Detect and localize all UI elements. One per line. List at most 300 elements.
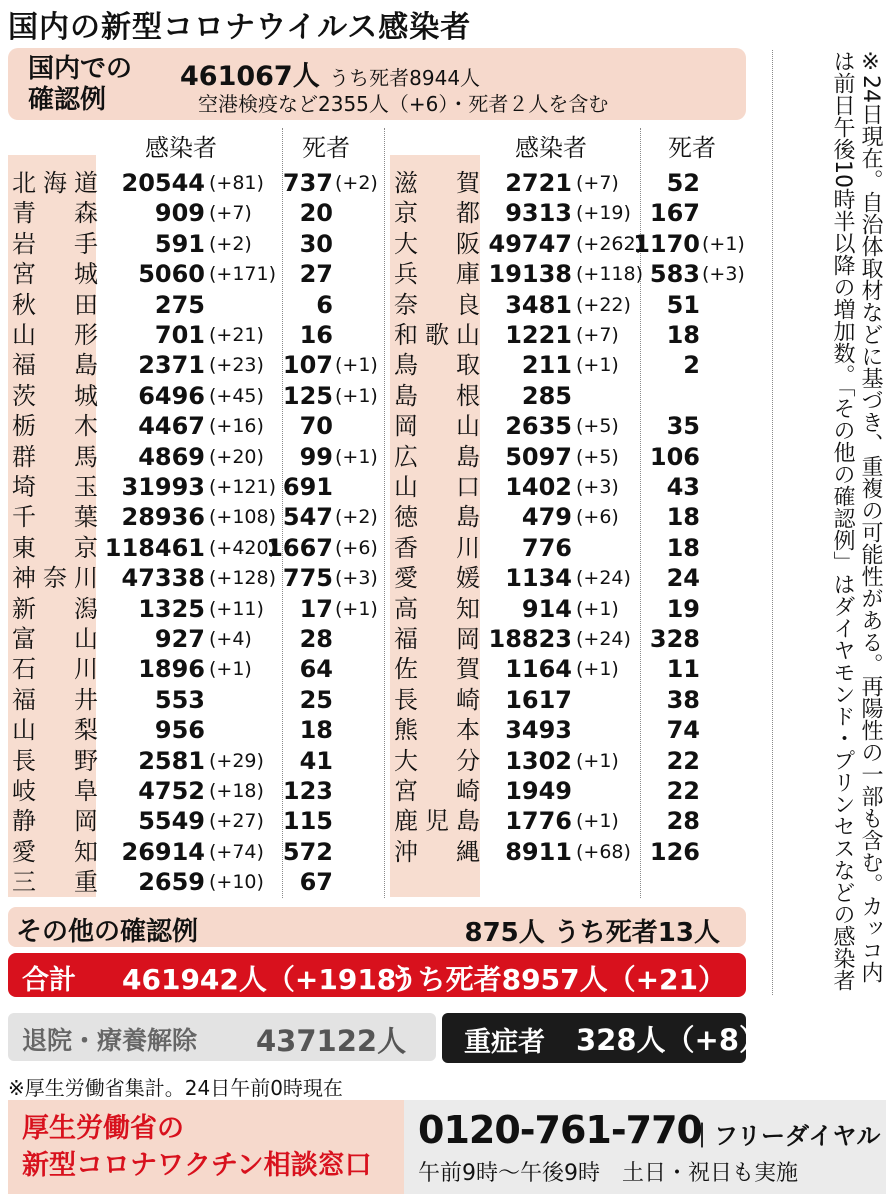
infected-change: (+29) bbox=[209, 749, 264, 772]
deaths-count: 24 bbox=[666, 564, 700, 593]
prefecture-char: 長 bbox=[12, 746, 36, 775]
infected-count: 275 bbox=[154, 290, 205, 319]
prefecture-char: 川 bbox=[456, 533, 480, 562]
table-row bbox=[12, 502, 382, 532]
infected-change: (+118) bbox=[576, 263, 644, 286]
vaccine-label: 厚生労働省の 新型コロナワクチン相談窓口 bbox=[22, 1113, 372, 1181]
prefecture-char: 井 bbox=[74, 685, 98, 714]
confirmed-note: 空港検疫など2355人（+6）・死者２人を含む bbox=[198, 92, 609, 116]
infected-change: (+1) bbox=[576, 354, 619, 377]
other-label: その他の確認例 bbox=[16, 917, 199, 947]
total-label: 合計 bbox=[22, 965, 76, 996]
table-row bbox=[12, 685, 382, 715]
infected-change: (+81) bbox=[209, 172, 264, 194]
deaths-change: (+6) bbox=[335, 536, 378, 559]
prefecture-name bbox=[12, 472, 98, 502]
prefecture-char: 群 bbox=[12, 442, 36, 471]
table-row bbox=[394, 654, 764, 684]
infected-count: 2371 bbox=[138, 351, 205, 380]
prefecture-char: 奈 bbox=[394, 290, 418, 319]
infected-count: 19138 bbox=[488, 260, 572, 289]
infected-count: 1221 bbox=[505, 321, 572, 349]
table-row bbox=[394, 837, 764, 867]
table-row bbox=[12, 442, 382, 472]
infected-count: 776 bbox=[521, 533, 572, 562]
deaths-count: 125 bbox=[282, 381, 333, 410]
infected-count: 909 bbox=[154, 199, 205, 228]
infected-count: 1617 bbox=[505, 685, 572, 714]
table-row bbox=[394, 624, 764, 654]
prefecture-char: 石 bbox=[12, 655, 36, 684]
table-row bbox=[394, 563, 764, 593]
prefecture-name bbox=[12, 229, 98, 259]
prefecture-char: 長 bbox=[394, 685, 418, 714]
header-infected-left: 感染者 bbox=[145, 134, 217, 162]
prefecture-char: 馬 bbox=[74, 442, 98, 471]
deaths-change: (+2) bbox=[335, 172, 378, 194]
prefecture-char: 鳥 bbox=[394, 351, 418, 380]
prefecture-char: 口 bbox=[456, 473, 480, 501]
deaths-count: 41 bbox=[299, 746, 333, 775]
infected-count: 5549 bbox=[138, 807, 205, 836]
prefecture-char: 野 bbox=[74, 746, 98, 775]
prefecture-char: 梨 bbox=[74, 716, 98, 745]
prefecture-char: 児 bbox=[425, 807, 449, 836]
prefecture-char: 山 bbox=[456, 412, 480, 441]
prefecture-char: 福 bbox=[12, 351, 36, 380]
deaths-count: 30 bbox=[299, 229, 333, 258]
prefecture-name bbox=[12, 685, 98, 715]
deaths-count: 1170 bbox=[633, 229, 700, 258]
prefecture-char: 大 bbox=[394, 229, 418, 258]
infected-change: (+2) bbox=[209, 232, 252, 255]
deaths-count: 123 bbox=[282, 777, 333, 805]
prefecture-char: 秋 bbox=[12, 290, 36, 319]
infected-change: (+27) bbox=[209, 810, 264, 833]
infected-change: (+4) bbox=[209, 628, 252, 650]
deaths-count: 74 bbox=[666, 716, 700, 745]
prefecture-char: 兵 bbox=[394, 260, 418, 289]
prefecture-char: 川 bbox=[74, 655, 98, 684]
prefecture-char: 京 bbox=[74, 533, 98, 562]
infected-change: (+18) bbox=[209, 780, 264, 802]
prefecture-char: 田 bbox=[74, 290, 98, 319]
deaths-count: 572 bbox=[282, 837, 333, 866]
free-dial-label: ｜フリーダイヤル bbox=[690, 1122, 881, 1150]
total-value: 461942人（+1918） bbox=[122, 963, 425, 996]
prefecture-name bbox=[394, 715, 480, 745]
prefecture-name bbox=[394, 654, 480, 684]
infected-change: (+16) bbox=[209, 415, 264, 438]
infected-count: 3481 bbox=[505, 290, 572, 319]
table-row bbox=[394, 229, 764, 259]
deaths-count: 99 bbox=[299, 442, 333, 471]
table-row bbox=[394, 746, 764, 776]
infected-change: (+21) bbox=[209, 324, 264, 346]
deaths-count: 67 bbox=[299, 868, 333, 897]
infected-count: 4467 bbox=[138, 412, 205, 441]
prefecture-char: 愛 bbox=[394, 564, 418, 593]
table-row bbox=[12, 654, 382, 684]
deaths-count: 52 bbox=[666, 169, 700, 197]
infected-count: 2659 bbox=[138, 868, 205, 897]
vaccine-label-box bbox=[8, 1100, 404, 1194]
prefecture-char: 東 bbox=[12, 533, 36, 562]
table-row bbox=[394, 320, 764, 350]
infected-change: (+11) bbox=[209, 597, 264, 620]
prefecture-char: 山 bbox=[74, 625, 98, 653]
prefecture-char: 崎 bbox=[456, 685, 480, 714]
deaths-count: 18 bbox=[666, 533, 700, 562]
prefecture-char: 岡 bbox=[456, 625, 480, 653]
table-row bbox=[394, 685, 764, 715]
infected-change: (+10) bbox=[209, 871, 264, 894]
prefecture-char: 岩 bbox=[12, 229, 36, 258]
prefecture-char: 京 bbox=[394, 199, 418, 228]
deaths-count: 1667 bbox=[266, 533, 333, 562]
severe-value: 328人（+8） bbox=[576, 1023, 769, 1057]
prefecture-char: 崎 bbox=[456, 777, 480, 805]
infected-count: 8911 bbox=[505, 837, 572, 866]
infected-count: 5060 bbox=[138, 260, 205, 289]
prefecture-name bbox=[12, 502, 98, 532]
prefecture-name bbox=[394, 746, 480, 776]
deaths-count: 106 bbox=[649, 442, 700, 471]
discharged-value: 437122人 bbox=[256, 1024, 407, 1058]
prefecture-name bbox=[394, 533, 480, 563]
page-title: 国内の新型コロナウイルス感染者 bbox=[8, 10, 472, 45]
infected-count: 20544 bbox=[121, 169, 205, 197]
confirmed-label: 国内での 確認例 bbox=[28, 54, 133, 115]
deaths-count: 35 bbox=[666, 412, 700, 441]
deaths-count: 51 bbox=[666, 290, 700, 319]
table-row bbox=[12, 533, 382, 563]
phone-number: 0120-761-770 bbox=[418, 1108, 702, 1152]
prefecture-char: 静 bbox=[12, 807, 36, 836]
prefecture-name bbox=[394, 594, 480, 624]
infected-count: 1134 bbox=[505, 564, 572, 593]
prefecture-char: 徳 bbox=[394, 503, 418, 532]
table-row bbox=[394, 533, 764, 563]
prefecture-char: 潟 bbox=[74, 594, 98, 623]
table-row bbox=[394, 350, 764, 380]
table-row bbox=[12, 806, 382, 836]
deaths-count: 18 bbox=[299, 716, 333, 745]
prefecture-char: 福 bbox=[12, 685, 36, 714]
deaths-count: 328 bbox=[649, 625, 700, 653]
prefecture-name bbox=[12, 198, 98, 228]
prefecture-char: 川 bbox=[74, 564, 98, 593]
infected-change: (+5) bbox=[576, 415, 619, 438]
prefecture-char: 神 bbox=[12, 564, 36, 593]
infected-count: 118461 bbox=[104, 533, 205, 562]
total-deaths: うち死者8957人（+21） bbox=[389, 963, 726, 996]
prefecture-char: 歌 bbox=[425, 321, 449, 349]
prefecture-name bbox=[394, 381, 480, 411]
deaths-change: (+2) bbox=[335, 506, 378, 529]
other-confirmed bbox=[8, 907, 746, 947]
infected-count: 1776 bbox=[505, 807, 572, 836]
table-row bbox=[394, 198, 764, 228]
prefecture-name bbox=[394, 502, 480, 532]
header-deaths-left: 死者 bbox=[302, 134, 350, 162]
prefecture-char: 道 bbox=[74, 169, 98, 197]
prefecture-char: 知 bbox=[74, 837, 98, 866]
prefecture-name bbox=[394, 290, 480, 320]
infected-count: 1402 bbox=[505, 473, 572, 501]
deaths-change: (+1) bbox=[335, 354, 378, 377]
infected-count: 18823 bbox=[488, 625, 572, 653]
prefecture-name bbox=[394, 411, 480, 441]
prefecture-char: 香 bbox=[394, 533, 418, 562]
table-row bbox=[12, 290, 382, 320]
deaths-count: 167 bbox=[649, 199, 700, 228]
prefecture-char: 賀 bbox=[456, 655, 480, 684]
prefecture-name bbox=[12, 259, 98, 289]
infected-count: 591 bbox=[154, 229, 205, 258]
deaths-count: 18 bbox=[666, 321, 700, 349]
prefecture-char: 奈 bbox=[43, 564, 67, 593]
deaths-change: (+3) bbox=[702, 263, 745, 286]
infected-change: (+108) bbox=[209, 506, 277, 529]
prefecture-name bbox=[394, 837, 480, 867]
prefecture-name bbox=[12, 350, 98, 380]
prefecture-char: 青 bbox=[12, 199, 36, 228]
table-row bbox=[12, 594, 382, 624]
prefecture-char: 賀 bbox=[456, 169, 480, 197]
deaths-count: 43 bbox=[666, 473, 700, 501]
infected-count: 6496 bbox=[138, 381, 205, 410]
prefecture-char: 形 bbox=[74, 321, 98, 349]
prefecture-char: 玉 bbox=[74, 473, 98, 501]
prefecture-char: 愛 bbox=[12, 837, 36, 866]
infected-change: (+7) bbox=[576, 172, 619, 194]
total-bar bbox=[8, 953, 746, 997]
vaccine-phone-box bbox=[404, 1100, 886, 1194]
infected-count: 49747 bbox=[488, 229, 572, 258]
prefecture-char: 茨 bbox=[12, 381, 36, 410]
prefecture-name bbox=[12, 411, 98, 441]
prefecture-char: 埼 bbox=[12, 473, 36, 501]
deaths-count: 583 bbox=[649, 260, 700, 289]
prefecture-name bbox=[394, 259, 480, 289]
prefecture-char: 千 bbox=[12, 503, 36, 532]
deaths-count: 25 bbox=[299, 685, 333, 714]
infected-change: (+24) bbox=[576, 628, 631, 650]
deaths-change: (+1) bbox=[335, 384, 378, 407]
table-row bbox=[12, 837, 382, 867]
infected-count: 47338 bbox=[121, 564, 205, 593]
severe-box bbox=[442, 1013, 769, 1063]
infected-count: 1949 bbox=[505, 777, 572, 805]
prefecture-char: 広 bbox=[394, 442, 418, 471]
infected-count: 1325 bbox=[138, 594, 205, 623]
prefecture-char: 都 bbox=[456, 199, 480, 228]
prefecture-name bbox=[12, 624, 98, 654]
prefecture-name bbox=[394, 198, 480, 228]
prefecture-char: 栃 bbox=[12, 412, 36, 441]
prefecture-name bbox=[394, 624, 480, 654]
prefecture-name bbox=[12, 654, 98, 684]
infected-change: (+20) bbox=[209, 445, 264, 468]
prefecture-char: 良 bbox=[456, 290, 480, 319]
infected-count: 285 bbox=[521, 381, 572, 410]
prefecture-name bbox=[394, 685, 480, 715]
prefecture-name bbox=[394, 776, 480, 806]
other-value: 875人 うち死者13人 bbox=[464, 918, 720, 948]
deaths-count: 19 bbox=[666, 594, 700, 623]
prefecture-char: 山 bbox=[12, 716, 36, 745]
prefecture-name bbox=[394, 563, 480, 593]
prefecture-name bbox=[12, 867, 98, 897]
confirmed-summary bbox=[8, 48, 746, 120]
infected-change: (+128) bbox=[209, 567, 277, 590]
prefecture-char: 宮 bbox=[12, 260, 36, 289]
infected-change: (+1) bbox=[576, 658, 619, 681]
side-note: ※24日現在。自治体取材などに基づき、重複の可能性がある。再陽性の一部も含む。カッコ内は前日午後10時半以降の増加数。「その他の確認例」はダイヤモンド・プリンセスなどの感染者 bbox=[772, 50, 884, 995]
table-row bbox=[394, 776, 764, 806]
prefecture-char: 滋 bbox=[394, 169, 418, 197]
prefecture-char: 葉 bbox=[74, 503, 98, 532]
table-row bbox=[12, 472, 382, 502]
infected-count: 914 bbox=[521, 594, 572, 623]
table-row bbox=[394, 411, 764, 441]
prefecture-char: 島 bbox=[456, 503, 480, 532]
prefecture-char: 城 bbox=[74, 260, 98, 289]
prefecture-name bbox=[12, 381, 98, 411]
prefecture-name bbox=[12, 168, 98, 198]
prefecture-char: 阪 bbox=[456, 229, 480, 258]
infected-change: (+1) bbox=[576, 597, 619, 620]
infected-count: 927 bbox=[154, 625, 205, 653]
prefecture-name bbox=[12, 563, 98, 593]
prefecture-name bbox=[12, 320, 98, 350]
table-row bbox=[12, 563, 382, 593]
table-row bbox=[12, 320, 382, 350]
prefecture-char: 北 bbox=[12, 169, 36, 197]
infected-count: 956 bbox=[154, 716, 205, 745]
deaths-change: (+3) bbox=[335, 567, 378, 590]
infected-count: 1164 bbox=[505, 655, 572, 684]
deaths-count: 17 bbox=[299, 594, 333, 623]
discharged-box bbox=[8, 1013, 436, 1061]
prefecture-char: 木 bbox=[74, 412, 98, 441]
prefecture-char: 島 bbox=[456, 442, 480, 471]
prefecture-char: 縄 bbox=[456, 837, 480, 866]
prefecture-name bbox=[12, 776, 98, 806]
infected-change: (+74) bbox=[209, 840, 264, 863]
table-row bbox=[12, 411, 382, 441]
service-hours: 午前9時～午後9時 土日・祝日も実施 bbox=[418, 1161, 798, 1186]
prefecture-char: 手 bbox=[74, 229, 98, 258]
prefecture-char: 分 bbox=[456, 746, 480, 775]
infected-count: 4752 bbox=[138, 777, 205, 805]
prefecture-char: 和 bbox=[394, 321, 418, 349]
prefecture-char: 島 bbox=[394, 381, 418, 410]
prefecture-name bbox=[12, 837, 98, 867]
table-row bbox=[12, 624, 382, 654]
prefecture-char: 大 bbox=[394, 746, 418, 775]
prefecture-name bbox=[12, 715, 98, 745]
discharged-label: 退院・療養解除 bbox=[22, 1026, 198, 1055]
prefecture-char: 鹿 bbox=[394, 807, 418, 836]
deaths-count: 11 bbox=[666, 655, 700, 684]
prefecture-char: 高 bbox=[394, 594, 418, 623]
infected-change: (+121) bbox=[209, 476, 277, 498]
deaths-count: 38 bbox=[666, 685, 700, 714]
prefecture-char: 富 bbox=[12, 625, 36, 653]
table-row bbox=[394, 168, 764, 198]
deaths-count: 28 bbox=[299, 625, 333, 653]
prefecture-char: 島 bbox=[456, 807, 480, 836]
prefecture-name bbox=[394, 168, 480, 198]
confirmed-total: 461067人 うち死者8944人 bbox=[180, 61, 481, 92]
prefecture-char: 本 bbox=[456, 716, 480, 745]
infected-count: 211 bbox=[521, 351, 572, 380]
prefecture-char: 岡 bbox=[74, 807, 98, 836]
table-row bbox=[394, 594, 764, 624]
table-row bbox=[394, 290, 764, 320]
deaths-change: (+1) bbox=[335, 445, 378, 468]
prefecture-char: 三 bbox=[12, 868, 36, 897]
severe-label: 重症者 bbox=[464, 1027, 545, 1058]
header-deaths-right: 死者 bbox=[668, 134, 716, 162]
infected-change: (+5) bbox=[576, 445, 619, 468]
table-row bbox=[12, 776, 382, 806]
deaths-count: 107 bbox=[282, 351, 333, 380]
deaths-count: 2 bbox=[683, 351, 700, 380]
table-row bbox=[12, 746, 382, 776]
prefecture-name bbox=[12, 594, 98, 624]
prefecture-char: 海 bbox=[43, 169, 67, 197]
deaths-count: 22 bbox=[666, 777, 700, 805]
deaths-count: 737 bbox=[282, 169, 333, 197]
table-row bbox=[12, 867, 382, 897]
prefecture-char: 山 bbox=[394, 473, 418, 501]
table-row bbox=[12, 229, 382, 259]
infected-change: (+171) bbox=[209, 263, 277, 286]
table-row bbox=[12, 715, 382, 745]
infected-count: 1896 bbox=[138, 655, 205, 684]
infected-change: (+6) bbox=[576, 506, 619, 529]
prefecture-char: 取 bbox=[456, 351, 480, 380]
prefecture-name bbox=[12, 290, 98, 320]
prefecture-char: 城 bbox=[74, 381, 98, 410]
infected-change: (+420) bbox=[209, 536, 277, 559]
deaths-count: 691 bbox=[282, 473, 333, 501]
prefecture-name bbox=[394, 472, 480, 502]
deaths-count: 6 bbox=[316, 290, 333, 319]
prefecture-char: 福 bbox=[394, 625, 418, 653]
infected-change: (+19) bbox=[576, 202, 631, 225]
infected-count: 9313 bbox=[505, 199, 572, 228]
infected-change: (+1) bbox=[209, 658, 252, 681]
infected-change: (+7) bbox=[209, 202, 252, 225]
infected-change: (+7) bbox=[576, 324, 619, 346]
prefecture-char: 根 bbox=[456, 381, 480, 410]
prefecture-name bbox=[394, 350, 480, 380]
infected-count: 2635 bbox=[505, 412, 572, 441]
infected-count: 4869 bbox=[138, 442, 205, 471]
prefecture-char: 媛 bbox=[456, 564, 480, 593]
deaths-count: 115 bbox=[282, 807, 333, 836]
prefecture-char: 岡 bbox=[394, 412, 418, 441]
table-row bbox=[394, 806, 764, 836]
confirmed-deaths: うち死者8944人 bbox=[329, 66, 481, 90]
prefecture-name bbox=[12, 442, 98, 472]
prefecture-name bbox=[12, 746, 98, 776]
table-row bbox=[12, 168, 382, 198]
